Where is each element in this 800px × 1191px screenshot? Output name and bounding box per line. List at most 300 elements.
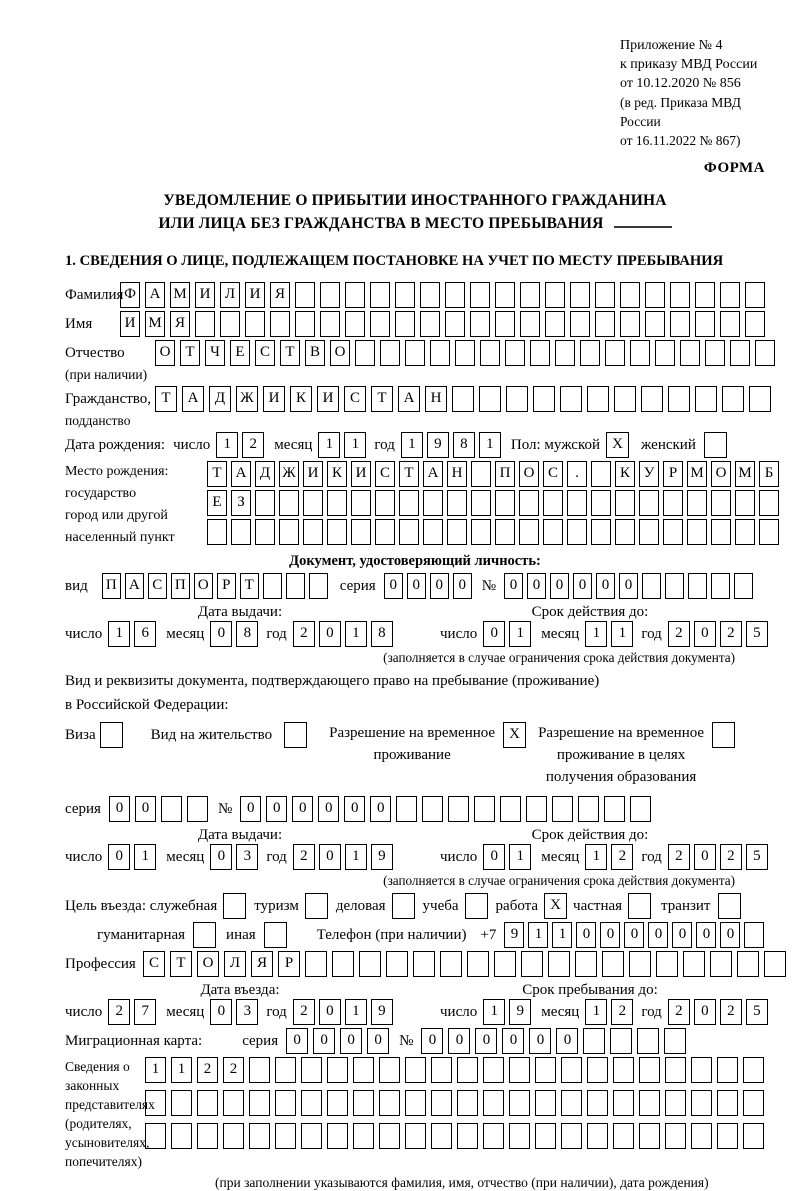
form-cell xyxy=(620,282,640,308)
form-cell: Т xyxy=(371,386,393,412)
other-purpose-label: иная xyxy=(226,927,256,943)
form-cell xyxy=(171,1123,192,1149)
form-cell: А xyxy=(125,573,144,599)
form-cell xyxy=(730,340,750,366)
form-cell xyxy=(445,311,465,337)
form-cell: Т xyxy=(399,461,419,487)
form-cell: К xyxy=(327,461,347,487)
form-cell: И xyxy=(263,386,285,412)
mig-series-label: серия xyxy=(242,1033,279,1049)
official-checkbox xyxy=(223,893,246,919)
form-cell xyxy=(665,1123,686,1149)
form-cell xyxy=(395,311,415,337)
form-cell xyxy=(545,282,565,308)
form-cell: 0 xyxy=(313,1028,335,1054)
form-cell xyxy=(286,573,305,599)
purpose-row-2 xyxy=(65,922,765,948)
form-cell xyxy=(567,519,587,545)
form-cell xyxy=(587,1090,608,1116)
form-cell xyxy=(431,1123,452,1149)
patronymic-cells xyxy=(155,340,775,366)
form-cell xyxy=(520,311,540,337)
form-cell: 1 xyxy=(216,432,238,458)
stay-until-group xyxy=(440,999,768,1025)
form-cell xyxy=(207,519,227,545)
temp-permit-label-line1: Разрешение на временное xyxy=(329,725,496,741)
form-cell: Т xyxy=(280,340,300,366)
form-cell xyxy=(630,340,650,366)
form-cell xyxy=(744,922,764,948)
form-cell xyxy=(695,311,715,337)
form-cell xyxy=(471,490,491,516)
form-cell: П xyxy=(495,461,515,487)
form-cell xyxy=(614,386,636,412)
form-cell xyxy=(405,1057,426,1083)
transit-label: транзит xyxy=(661,898,711,914)
form-cell xyxy=(405,1123,426,1149)
form-cell xyxy=(355,340,375,366)
form-cell: 5 xyxy=(746,621,768,647)
form-cell xyxy=(301,1123,322,1149)
form-cell: . xyxy=(567,461,587,487)
form-cell xyxy=(641,386,663,412)
form-cell xyxy=(668,386,690,412)
birthplace-label-line3: город или другой xyxy=(65,508,168,523)
form-cell: И xyxy=(351,461,371,487)
form-cell xyxy=(610,1028,632,1054)
form-cell xyxy=(495,282,515,308)
birthplace-label xyxy=(65,461,207,549)
form-cell xyxy=(457,1057,478,1083)
form-cell: 2 xyxy=(720,999,742,1025)
profession-row xyxy=(65,951,765,977)
form-cell: 9 xyxy=(371,844,393,870)
identity-doc-row xyxy=(65,573,765,599)
res-valid-year-cells xyxy=(668,844,768,870)
form-cell: Ч xyxy=(205,340,225,366)
res-number-cells xyxy=(240,796,651,822)
form-cell xyxy=(543,490,563,516)
form-cell xyxy=(655,340,675,366)
res-doc-dates-header xyxy=(65,827,765,844)
form-cell: 0 xyxy=(504,573,523,599)
form-cell: 0 xyxy=(475,1028,497,1054)
form-cell xyxy=(683,951,705,977)
name-row xyxy=(65,311,765,337)
form-cell xyxy=(399,490,419,516)
form-cell xyxy=(345,282,365,308)
representatives-label-line4: (родителях, xyxy=(65,1116,132,1131)
representatives-row1-cells xyxy=(145,1057,764,1083)
form-cell xyxy=(351,490,371,516)
form-cell xyxy=(665,573,684,599)
form-cell xyxy=(399,519,419,545)
id-valid-day-cells xyxy=(483,621,531,647)
form-cell xyxy=(665,1090,686,1116)
form-cell xyxy=(447,490,467,516)
form-cell xyxy=(591,461,611,487)
form-cell: 8 xyxy=(236,621,258,647)
form-cell: 1 xyxy=(318,432,340,458)
form-cell xyxy=(445,282,465,308)
form-cell xyxy=(615,490,635,516)
form-cell xyxy=(509,1090,530,1116)
form-cell xyxy=(705,340,725,366)
form-cell: 6 xyxy=(134,621,156,647)
form-cell xyxy=(509,1057,530,1083)
form-cell xyxy=(735,519,755,545)
form-cell: Т xyxy=(240,573,259,599)
form-cell xyxy=(327,519,347,545)
form-cell: О xyxy=(519,461,539,487)
form-cell xyxy=(413,951,435,977)
form-cell: И xyxy=(317,386,339,412)
form-cell: 8 xyxy=(453,432,475,458)
form-cell: К xyxy=(615,461,635,487)
form-cell: 0 xyxy=(210,999,232,1025)
form-cell xyxy=(555,340,575,366)
year-label: год xyxy=(641,1004,662,1020)
form-cell xyxy=(474,796,495,822)
form-cell xyxy=(520,282,540,308)
form-cell xyxy=(587,386,609,412)
form-cell: 0 xyxy=(240,796,261,822)
form-cell: Р xyxy=(217,573,236,599)
form-cell: 0 xyxy=(576,922,596,948)
appendix-line-2: к приказу МВД России xyxy=(620,57,758,72)
year-label: год xyxy=(641,626,662,642)
stay-until-label: Срок пребывания до: xyxy=(522,982,658,998)
citizenship-label-line1: Гражданство, xyxy=(65,391,152,407)
form-cell xyxy=(665,1057,686,1083)
birth-day-cells xyxy=(216,432,264,458)
year-label: год xyxy=(266,1004,287,1020)
form-cell: 0 xyxy=(421,1028,443,1054)
form-cell: Т xyxy=(180,340,200,366)
form-cell: 0 xyxy=(407,573,426,599)
form-cell: Ф xyxy=(120,282,140,308)
form-cell xyxy=(231,519,251,545)
form-cell xyxy=(691,1123,712,1149)
form-cell xyxy=(452,386,474,412)
form-cell xyxy=(570,282,590,308)
work-checkbox: X xyxy=(544,893,567,919)
form-cell xyxy=(249,1057,270,1083)
form-cell xyxy=(710,951,732,977)
form-cell xyxy=(370,282,390,308)
form-cell xyxy=(480,340,500,366)
form-cell xyxy=(430,340,450,366)
form-cell: А xyxy=(423,461,443,487)
form-cell xyxy=(301,1057,322,1083)
form-cell: 0 xyxy=(108,844,130,870)
form-cell xyxy=(379,1057,400,1083)
phone-prefix-label: +7 xyxy=(480,927,497,943)
id-issue-day-cells xyxy=(108,621,156,647)
form-cell xyxy=(223,1090,244,1116)
form-cell: А xyxy=(231,461,251,487)
form-cell xyxy=(187,796,208,822)
form-cell: П xyxy=(102,573,121,599)
form-cell: М xyxy=(735,461,755,487)
form-cell: 1 xyxy=(401,432,423,458)
id-valid-year-cells xyxy=(668,621,768,647)
id-validity-note: (заполняется в случае ограничения срока действия документа) xyxy=(383,650,735,665)
res-issue-date-group xyxy=(65,844,415,870)
res-issue-month-cells xyxy=(210,844,258,870)
birth-day-label: число xyxy=(173,437,211,453)
representatives-cells xyxy=(145,1057,764,1149)
form-cell xyxy=(494,951,516,977)
form-cell: А xyxy=(182,386,204,412)
form-cell xyxy=(670,311,690,337)
form-cell: Я xyxy=(251,951,273,977)
month-label: месяц xyxy=(166,1004,205,1020)
form-cell xyxy=(639,519,659,545)
form-cell: 0 xyxy=(694,999,716,1025)
form-cell: 1 xyxy=(611,621,633,647)
form-cell: О xyxy=(330,340,350,366)
form-cell xyxy=(506,386,528,412)
doc-number-label: № xyxy=(481,578,496,594)
year-label: год xyxy=(641,849,662,865)
form-cell xyxy=(161,796,182,822)
form-cell: 0 xyxy=(367,1028,389,1054)
form-cell: С xyxy=(143,951,165,977)
form-cell xyxy=(764,951,786,977)
form-cell: П xyxy=(171,573,190,599)
forma-label: ФОРМА xyxy=(703,160,765,176)
study-label: учеба xyxy=(422,898,459,914)
form-cell xyxy=(351,519,371,545)
form-cell: 0 xyxy=(266,796,287,822)
patronymic-label xyxy=(65,340,155,383)
purpose-row xyxy=(65,893,765,919)
form-cell xyxy=(645,282,665,308)
form-cell xyxy=(613,1057,634,1083)
form-cell: Я xyxy=(170,311,190,337)
form-cell: Т xyxy=(207,461,227,487)
form-cell xyxy=(386,951,408,977)
form-cell xyxy=(530,340,550,366)
patronymic-row xyxy=(65,340,765,383)
form-cell: И xyxy=(245,282,265,308)
appendix-block xyxy=(620,36,765,150)
form-cell xyxy=(722,386,744,412)
form-cell xyxy=(431,1057,452,1083)
business-checkbox xyxy=(392,893,415,919)
phone-cells xyxy=(504,922,764,948)
form-cell xyxy=(583,1028,605,1054)
form-cell xyxy=(305,951,327,977)
form-cell xyxy=(301,1090,322,1116)
form-cell xyxy=(327,1123,348,1149)
form-cell xyxy=(639,490,659,516)
private-checkbox xyxy=(628,893,651,919)
form-cell xyxy=(639,1057,660,1083)
form-cell xyxy=(279,490,299,516)
res-valid-until-group xyxy=(440,844,768,870)
form-cell xyxy=(279,519,299,545)
form-cell xyxy=(275,1123,296,1149)
patronymic-label-line2: (при наличии) xyxy=(65,367,148,382)
form-cell: Л xyxy=(220,282,240,308)
form-cell xyxy=(467,951,489,977)
form-cell xyxy=(687,490,707,516)
temp-permit-label xyxy=(329,722,495,766)
form-cell xyxy=(448,796,469,822)
day-label: число xyxy=(440,1004,478,1020)
form-cell: 2 xyxy=(223,1057,244,1083)
form-cell xyxy=(695,282,715,308)
appendix-line-1: Приложение № 4 xyxy=(620,38,723,53)
form-cell: 0 xyxy=(502,1028,524,1054)
month-label: месяц xyxy=(166,849,205,865)
form-cell xyxy=(637,1028,659,1054)
form-cell xyxy=(580,340,600,366)
form-cell xyxy=(505,340,525,366)
form-cell: 0 xyxy=(483,844,505,870)
form-cell: А xyxy=(398,386,420,412)
birthplace-row2-cells xyxy=(207,490,779,516)
work-label: работа xyxy=(495,898,539,914)
profession-label: Профессия xyxy=(65,956,136,972)
form-cell: 0 xyxy=(344,796,365,822)
birthdate-label: Дата рождения: xyxy=(65,437,166,453)
form-cell: 1 xyxy=(585,999,607,1025)
form-cell xyxy=(332,951,354,977)
form-cell xyxy=(613,1123,634,1149)
form-cell: 1 xyxy=(344,432,366,458)
form-cell: О xyxy=(711,461,731,487)
mig-series-cells xyxy=(286,1028,389,1054)
form-cell xyxy=(405,340,425,366)
temp-permit-edu-label-line1: Разрешение на временное xyxy=(538,725,705,741)
residence-doc-checks-row xyxy=(65,722,765,788)
birthplace-row1-cells xyxy=(207,461,779,487)
form-cell: К xyxy=(290,386,312,412)
form-cell xyxy=(380,340,400,366)
form-cell xyxy=(353,1123,374,1149)
form-cell: 2 xyxy=(293,999,315,1025)
doc-number-cells xyxy=(504,573,753,599)
form-cell: 0 xyxy=(384,573,403,599)
birthplace-row3-cells xyxy=(207,519,779,545)
form-cell xyxy=(195,311,215,337)
form-cell: 1 xyxy=(585,844,607,870)
form-cell xyxy=(711,573,730,599)
form-cell xyxy=(595,311,615,337)
form-cell: Д xyxy=(255,461,275,487)
form-cell xyxy=(759,519,779,545)
birthplace-label-line1: Место рождения: xyxy=(65,464,169,479)
id-valid-until-group xyxy=(440,621,768,647)
form-cell xyxy=(275,1057,296,1083)
form-cell xyxy=(630,796,651,822)
form-cell: 2 xyxy=(668,621,690,647)
form-cell: 0 xyxy=(340,1028,362,1054)
representatives-row2-cells xyxy=(145,1090,764,1116)
form-cell: М xyxy=(687,461,707,487)
humanitarian-checkbox xyxy=(193,922,216,948)
temp-permit-label-line2: проживание xyxy=(373,747,451,763)
form-cell xyxy=(605,340,625,366)
form-cell: 1 xyxy=(528,922,548,948)
private-label: частная xyxy=(573,898,623,914)
doc-kind-cells xyxy=(102,573,328,599)
form-cell: И xyxy=(120,311,140,337)
form-cell: 2 xyxy=(611,844,633,870)
res-issue-day-cells xyxy=(108,844,156,870)
form-cell: 2 xyxy=(108,999,130,1025)
id-issue-month-cells xyxy=(210,621,258,647)
form-title-line-1: УВЕДОМЛЕНИЕ О ПРИБЫТИИ ИНОСТРАННОГО ГРАЖДАНИНА xyxy=(163,192,667,209)
form-cell xyxy=(663,519,683,545)
form-cell xyxy=(483,1057,504,1083)
form-cell: 1 xyxy=(345,621,367,647)
form-cell: Я xyxy=(270,282,290,308)
form-cell: 9 xyxy=(427,432,449,458)
form-cell xyxy=(717,1090,738,1116)
form-cell xyxy=(396,796,417,822)
form-cell: 0 xyxy=(600,922,620,948)
form-cell xyxy=(670,282,690,308)
form-cell xyxy=(223,1123,244,1149)
residence-permit-label: Вид на жительство xyxy=(150,727,273,743)
id-issue-year-cells xyxy=(293,621,393,647)
form-cell: 0 xyxy=(109,796,130,822)
amendment-line-2: от 16.11.2022 № 867) xyxy=(620,133,741,148)
form-cell xyxy=(420,282,440,308)
other-purpose-checkbox xyxy=(264,922,287,948)
form-cell xyxy=(440,951,462,977)
form-cell xyxy=(535,1090,556,1116)
form-cell xyxy=(591,519,611,545)
form-cell xyxy=(495,490,515,516)
form-cell: 0 xyxy=(619,573,638,599)
id-doc-dates-row xyxy=(65,621,765,647)
form-cell: М xyxy=(170,282,190,308)
res-issue-date-label: Дата выдачи: xyxy=(197,827,283,843)
citizenship-label-line2: подданство xyxy=(65,413,131,428)
migration-card-row xyxy=(65,1028,765,1054)
stay-month-cells xyxy=(585,999,633,1025)
form-cell: 1 xyxy=(552,922,572,948)
form-cell xyxy=(423,490,443,516)
form-cell xyxy=(483,1123,504,1149)
representatives-label-line1: Сведения о xyxy=(65,1059,130,1074)
birth-year-label: год xyxy=(374,437,395,453)
form-cell xyxy=(561,1090,582,1116)
day-label: число xyxy=(65,1004,103,1020)
form-cell xyxy=(295,311,315,337)
birth-month-label: месяц xyxy=(274,437,313,453)
form-cell xyxy=(457,1123,478,1149)
birthplace-label-line4: населенный пункт xyxy=(65,530,175,545)
form-cell xyxy=(743,1123,764,1149)
form-cell xyxy=(320,282,340,308)
form-cell xyxy=(639,1090,660,1116)
business-label: деловая xyxy=(335,898,386,914)
form-cell xyxy=(249,1123,270,1149)
form-cell xyxy=(303,519,323,545)
form-cell xyxy=(519,519,539,545)
form-cell xyxy=(521,951,543,977)
form-cell xyxy=(145,1123,166,1149)
doc-series-cells xyxy=(384,573,472,599)
form-cell: В xyxy=(305,340,325,366)
form-cell xyxy=(745,282,765,308)
